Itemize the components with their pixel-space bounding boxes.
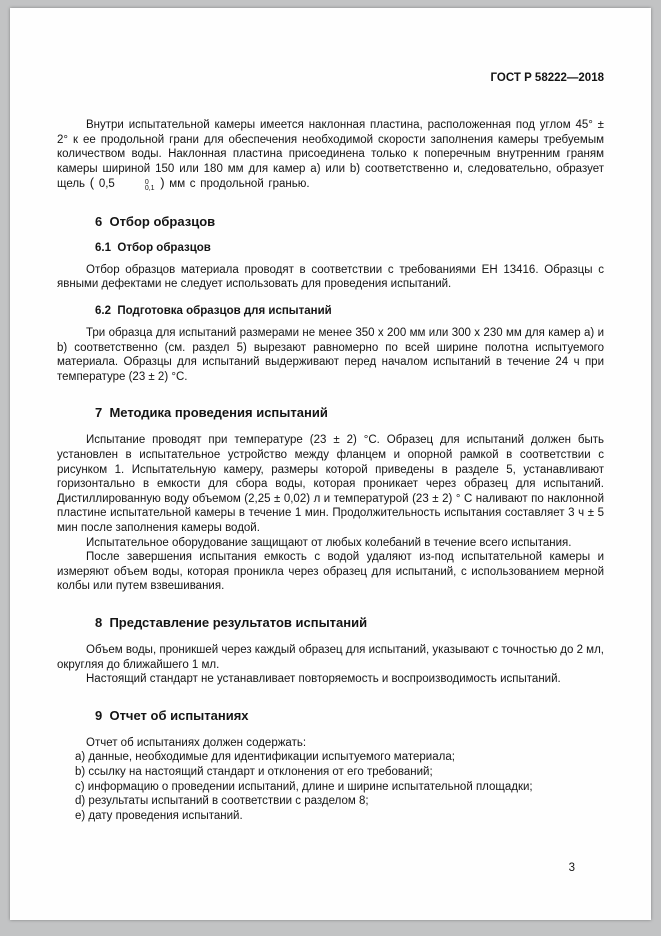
paragraph-7-2: Испытательное оборудование защищают от любых колебаний в течение всего испытания.	[86, 536, 572, 549]
gap-tolerance-formula	[89, 175, 165, 193]
formula-tolerance-stack	[116, 180, 155, 193]
section-6-2-title: 6.2 Подготовка образцов для испытаний	[95, 305, 332, 318]
formula-upper-tolerance: 0	[144, 178, 149, 186]
paragraph-7-1: Испытание проводят при температуре (23 ± 2) °С. Образец для испытаний должен быть установлен в испытательное устройство между фланцем и опорной рамкой в соответствии с рисунком 1. Испытательную камеру, размеры которой приведены в разделе 5, устанавливают горизонтально в емкости для сбора воды, которая проникает через образец для испытаний. Дистиллированную воду объемом (2,25 ± 0,02) л и температурой (23 ± 2) ° С наливают по наклонной пластине испытательной камеры в течение 1 мин. Продолжительность испытания составляет 3 ч ± 5 мин после заполнения камеры водой.	[57, 434, 604, 534]
paragraph-7-3: После завершения испытания емкость с водой удаляют из-под испытательной камеры и измеряют объем воды, которая проникла через образец для испытаний, с использованием мерной колбы или путем взвешивания.	[57, 551, 604, 593]
document-page	[10, 8, 651, 920]
section-8-title: 8 Представление результатов испытаний	[95, 614, 368, 630]
paragraph-8-1: Объем воды, проникшей через каждый образец для испытаний, указывают с точностью до 2 мл, округляя до ближайшего 1 мл.	[57, 643, 604, 671]
section-6-1-title: 6.1 Отбор образцов	[95, 241, 211, 254]
report-item-d: d) результаты испытаний в соответствии с разделом 8;	[75, 795, 369, 808]
page-number: 3	[568, 862, 575, 874]
document-header	[57, 60, 604, 96]
intro-paragraph	[57, 118, 604, 193]
section-7-title: 7 Методика проведения испытаний	[95, 405, 328, 421]
report-item-a: а) данные, необходимые для идентификации испытуемого материала;	[75, 751, 455, 764]
formula-base-value: 0,5	[98, 178, 115, 191]
report-item-e: e) дату проведения испытаний.	[75, 809, 243, 822]
intro-text-before-formula: Внутри испытательной камеры имеется наклонная пластина, расположенная под углом 45° ± 2° к ее продольной грани для обеспечения необходимой скорости заполнения камеры требуемым количеством воды. Наклонная пластина присоединена только к поперечным внутренним граням камеры шириной 150 или 180 мм для камер a) или b) соответственно и, следовательно, образует щель	[57, 119, 604, 191]
standard-number: ГОСТ Р 58222—2018	[490, 72, 604, 84]
section-9-title: 9 Отчет об испытаниях	[95, 707, 249, 723]
formula-lower-tolerance: 0,1	[144, 185, 155, 193]
intro-text-after-formula: мм с продольной гранью.	[169, 178, 310, 191]
report-item-b: b) ссылку на настоящий стандарт и отклонения от его требований;	[75, 765, 433, 778]
report-item-c: c) информацию о проведении испытаний, длине и ширине испытательной площадки;	[75, 780, 533, 793]
paragraph-6-1: Отбор образцов материала проводят в соответствии с требованиями ЕН 13416. Образцы с явными дефектами не следует использовать для проведения испытаний.	[57, 263, 604, 291]
formula-open-paren: (	[89, 175, 95, 191]
paragraph-8-2: Настоящий стандарт не устанавливает повторяемость и воспроизводимость испытаний.	[86, 673, 561, 686]
paragraph-6-2: Три образца для испытаний размерами не менее 350 x 200 мм или 300 x 230 мм для камер a) и b) соответственно (см. раздел 5) вырезают равномерно по всей ширине полотна испытуемого материала. Образцы для испытаний выдерживают перед началом испытаний в течение 24 ч при температуре (23 ± 2) °С.	[57, 327, 604, 383]
formula-close-paren: )	[160, 175, 165, 191]
paragraph-9-lead: Отчет об испытаниях должен содержать:	[86, 736, 307, 749]
section-6-title: 6 Отбор образцов	[95, 213, 216, 229]
